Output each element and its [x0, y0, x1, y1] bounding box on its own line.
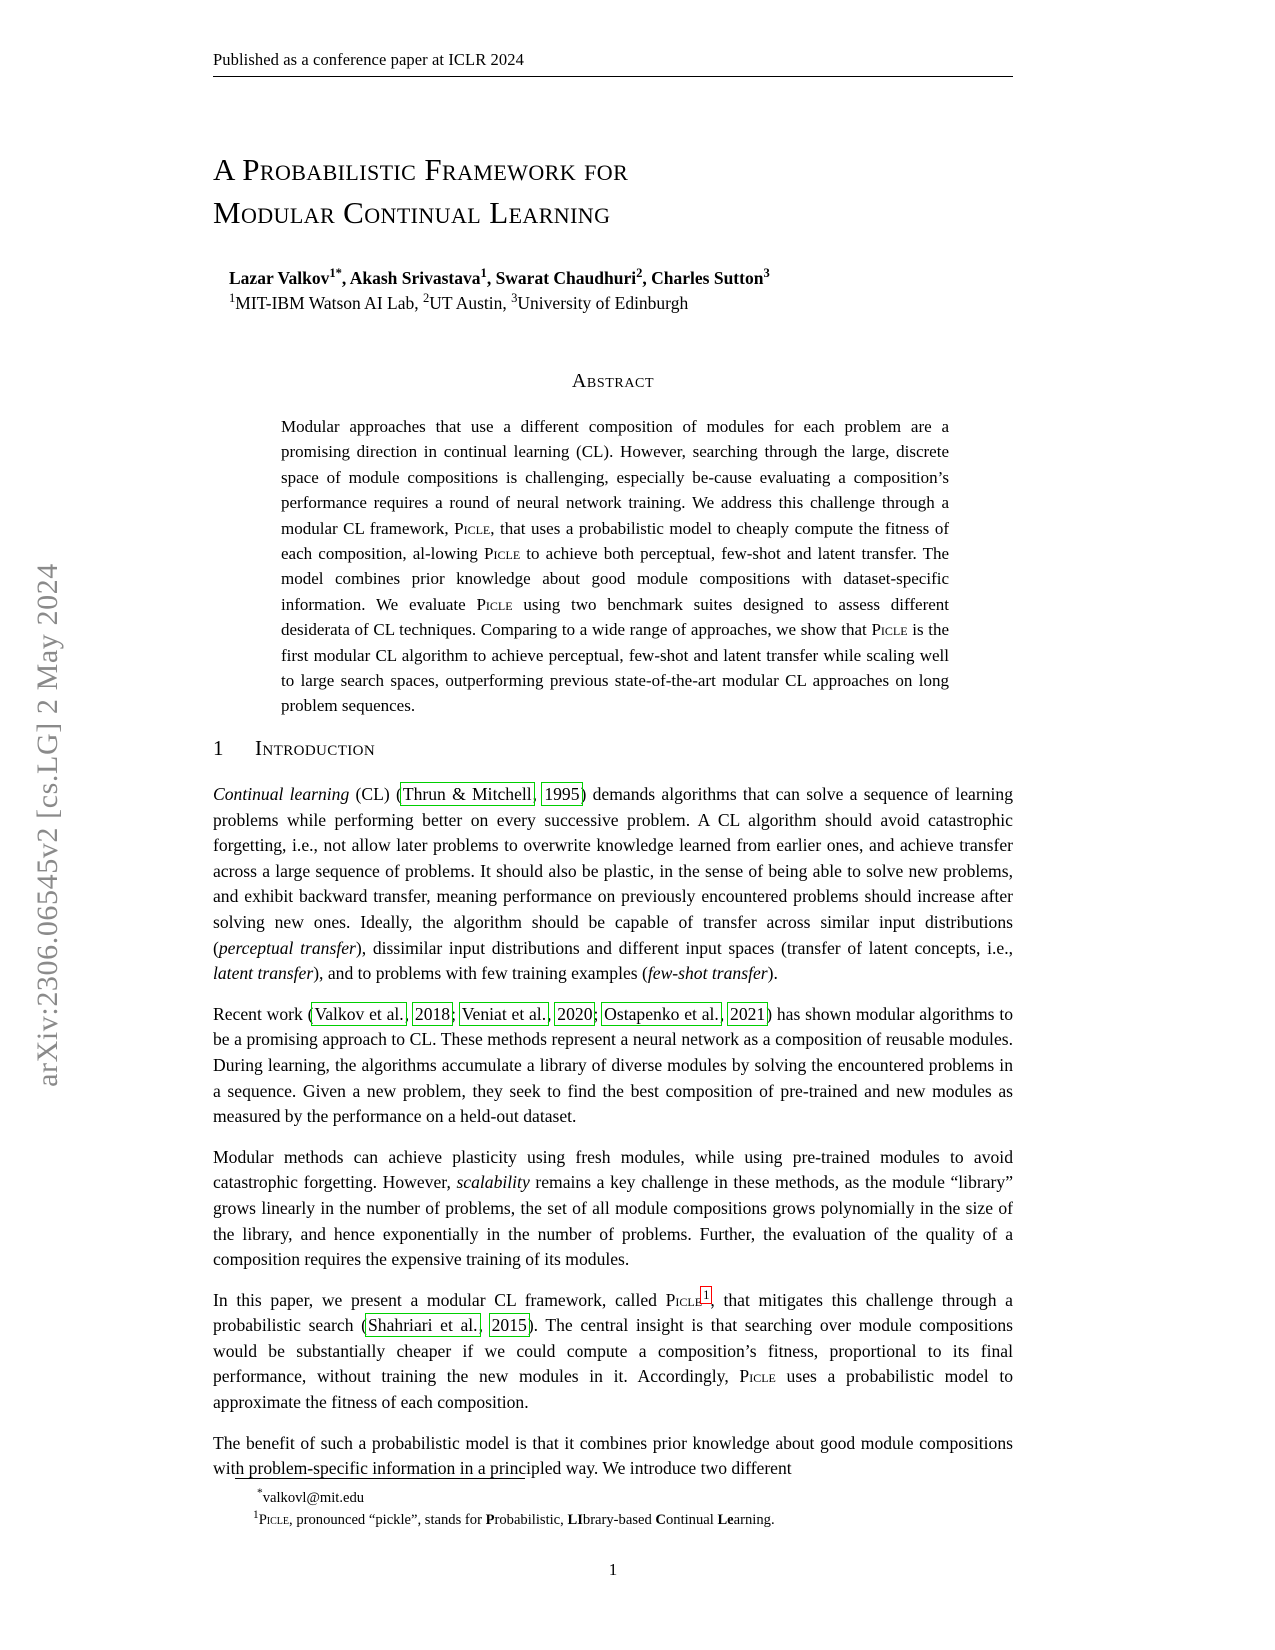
paragraph-1: [213, 782, 1013, 987]
term-continual-learning: Continual learning: [213, 784, 350, 804]
author-mark-4: 3: [763, 266, 770, 281]
affiliation-text-3: University of Edinburgh: [517, 293, 689, 313]
acronym-rest-3: ontinual: [665, 1512, 718, 1528]
footnote-mark-asterisk: *: [257, 1487, 263, 1500]
affiliation-text-2: UT Austin: [429, 293, 503, 313]
picle-smallcaps-1: Picle: [454, 518, 491, 538]
abstract-text-5: is the first modular CL algorithm to achieve perceptual, few-shot and latent transfer while scaling well to large search spaces, outperforming previous state-of-the-art modular CL approaches on long problem sequences.: [281, 620, 949, 716]
p5-text-a: The benefit of such a probabilistic model is that it combines prior knowledge about good module compositions with problem-specific information in a principled way. We introduce two different: [213, 1432, 1013, 1479]
author-name-3: Swarat Chaudhuri: [495, 268, 637, 288]
citation-link-thrun-mitchell-year[interactable]: 1995: [544, 784, 580, 804]
citation-link-shahriari-year[interactable]: 2015: [491, 1315, 527, 1336]
acronym-letter-le: Le: [717, 1512, 734, 1528]
author-mark-1: 1: [329, 266, 336, 281]
term-few-shot-transfer: few-shot transfer: [647, 963, 768, 984]
affiliation-list: [229, 291, 1019, 315]
term-perceptual-transfer: perceptual transfer: [218, 937, 356, 958]
acronym-letter-li: LI: [567, 1512, 583, 1528]
author-name-4: Charles Sutton: [651, 268, 764, 288]
p4-text-d: uses a probabilistic model to approximate the fitness of each composition.: [213, 1366, 1013, 1413]
affiliation-mark-1: 1: [229, 291, 236, 306]
footnote-reference-link-1[interactable]: 1: [703, 1287, 710, 1302]
p4-text-b: , that mitigates this challenge through a probabilistic search (: [213, 1289, 1013, 1336]
picle-smallcaps-5: Picle: [665, 1289, 703, 1310]
abstract-body: [281, 414, 949, 719]
citation-link-ostapenko-author[interactable]: Ostapenko et al.: [604, 1003, 719, 1024]
term-latent-transfer: latent transfer: [213, 963, 314, 984]
acronym-rest-1: robabilistic,: [494, 1512, 568, 1528]
citation-link-valkov-author[interactable]: Valkov et al.: [314, 1003, 404, 1024]
term-scalability: scalability: [456, 1172, 530, 1193]
p1-text-d: ), dissimilar input distributions and different input spaces (transfer of latent concepts, i.e.,: [355, 937, 1013, 958]
acronym-rest-4: arning.: [733, 1512, 775, 1528]
citation-link-veniat-author[interactable]: Veniat et al.: [461, 1003, 547, 1024]
footnote-2-text-a: , pronounced “pickle”, stands for: [289, 1512, 486, 1528]
p3-text-a: Modular methods can achieve plasticity using fresh modules, while using pre-trained modules to avoid catastrophic forgetting. However,: [213, 1146, 1013, 1193]
p2-text-b: ) has shown modular algorithms to be a promising approach to CL. These methods represent a neural network as a composition of reusable modules. During learning, the algorithms accumulate a library of diverse modules by solving the encountered problems in a sequence. Given a new problem, they seek to find the best composition of pre-trained and new modules as measured by the performance on a held-out dataset.: [213, 1003, 1014, 1127]
author-separator-3: ,: [642, 268, 652, 288]
p2-cite3-comma: ,: [719, 1003, 730, 1024]
picle-smallcaps-4: Picle: [871, 620, 908, 640]
paper-page: [213, 0, 1013, 1650]
abstract-text-3: to achieve both perceptual, few-shot and latent transfer. The model combines prior knowledge about good module compositions with dataset-specific information. We evaluate: [281, 544, 949, 614]
p3-text-b: remains a key challenge in these methods, as the module “library” grows linearly in the number of problems, the set of all module compositions grows polynomially in the size of the library, and hence exponentially in the number of problems. Further, the evaluation of the quality of a composition requires the expensive training of its modules.: [213, 1172, 1014, 1270]
citation-link-ostapenko-year[interactable]: 2021: [730, 1003, 766, 1024]
picle-smallcaps-2: Picle: [484, 544, 521, 564]
citation-link-shahriari-author[interactable]: Shahriari et al.: [368, 1315, 478, 1336]
p2-separator-1: ;: [451, 1003, 461, 1024]
acronym-rest-2: brary-based: [582, 1512, 656, 1528]
p4-text-a: In this paper, we present a modular CL framework, called: [213, 1289, 666, 1310]
footnote-2: [235, 1509, 995, 1531]
page-number: 1: [608, 1560, 618, 1579]
running-head: Published as a conference paper at ICLR 2024: [213, 50, 524, 69]
p1-text-b: (CL) (: [349, 784, 402, 804]
corresponding-author-asterisk: *: [335, 266, 342, 281]
paragraph-5: [213, 1431, 1013, 1482]
citation-link-thrun-mitchell-author[interactable]: Thrun & Mitchell: [402, 784, 532, 804]
p2-cite1-comma: ,: [404, 1003, 414, 1024]
section-title: Introduction: [255, 736, 376, 760]
p1-text-f: ).: [767, 963, 778, 984]
picle-smallcaps-7: Picle: [258, 1512, 290, 1528]
p2-separator-2: ;: [593, 1003, 604, 1024]
author-mark-2: 1: [480, 266, 487, 281]
abstract-text-2: , that uses a probabilistic model to cheaply compute the fitness of each composition, al-lowing: [281, 518, 949, 564]
affiliation-separator-2: ,: [502, 293, 512, 313]
p1-text-c: ) demands algorithms that can solve a sequence of learning problems while performing better on every successive problem. A CL algorithm should avoid catastrophic forgetting, i.e., not allow later problems to overwrite knowledge learned from earlier ones, and achieve transfer across a large sequence of problems. It should also be plastic, in the sense of being able to solve new problems, and exhibit backward transfer, meaning performance on previously encountered problems should increase after solving new ones. Ideally, the algorithm should be capable of transfer across similar input distributions (: [213, 784, 1013, 958]
affiliation-text-1: MIT-IBM Watson AI Lab: [235, 293, 415, 313]
page-title: [213, 148, 1013, 234]
p1-text-e: ), and to problems with few training examples (: [313, 963, 648, 984]
abstract-text-1: Modular approaches that use a different composition of modules for each problem are a promising direction in continual learning (CL). However, searching through the large, discrete space of module compositions is challenging, especially be-cause evaluating a composition’s performance requires a round of neural network training. We address this challenge through a modular CL framework,: [281, 417, 949, 538]
paragraph-4: [213, 1288, 1013, 1416]
affiliation-mark-2: 2: [422, 291, 430, 306]
title-line-2: Modular Continual Learning: [213, 195, 611, 230]
p2-cite2-comma: ,: [547, 1003, 557, 1024]
p2-text-a: Recent work (: [213, 1003, 314, 1024]
author-mark-3: 2: [636, 266, 643, 281]
author-list: [229, 266, 1019, 290]
author-separator-2: ,: [486, 268, 496, 288]
arxiv-identifier-stamp: [0, 0, 95, 1650]
affiliation-separator-1: ,: [414, 293, 423, 313]
arxiv-identifier-text: arXiv:2306.06545v2 [cs.LG] 2 May 2024: [30, 563, 64, 1087]
author-name-2: Akash Srivastava: [349, 268, 481, 288]
affiliation-mark-3: 3: [511, 291, 518, 306]
section-number: 1: [213, 736, 224, 760]
footnote-separator-rule: [235, 1478, 525, 1479]
paragraph-3: [213, 1145, 1013, 1273]
title-line-1: A Probabilistic Framework for: [213, 152, 629, 187]
acronym-letter-p: P: [485, 1512, 495, 1528]
abstract-text-4: using two benchmark suites designed to assess different desiderata of CL techniques. Comparing to a wide range of approaches, we show that: [281, 594, 949, 640]
footnote-block: [235, 1487, 995, 1531]
acronym-letter-c: C: [655, 1512, 666, 1528]
p4-text-c: ). The central insight is that searching over module compositions would be substantially cheaper if we could compute a composition’s fitness, proportional to its final performance, without training the new modules in it. Accordingly,: [213, 1315, 1013, 1387]
abstract-heading: Abstract: [571, 370, 655, 392]
paragraph-2: [213, 1002, 1013, 1130]
p4-cite-comma: ,: [478, 1315, 491, 1336]
picle-smallcaps-6: Picle: [739, 1366, 776, 1387]
author-separator-1: ,: [341, 268, 350, 288]
footnote-mark-1: 1: [253, 1509, 259, 1522]
citation-link-veniat-year[interactable]: 2020: [557, 1003, 593, 1024]
picle-smallcaps-3: Picle: [476, 594, 513, 614]
p1-cite-comma: ,: [532, 784, 544, 804]
running-head-rule: [213, 76, 1013, 77]
footnote-1-text: valkovl@mit.edu: [262, 1490, 365, 1506]
section-heading-introduction: [213, 736, 1013, 761]
author-name-1: Lazar Valkov: [229, 268, 330, 288]
footnote-1: [235, 1487, 995, 1509]
citation-link-valkov-year[interactable]: 2018: [414, 1003, 451, 1024]
